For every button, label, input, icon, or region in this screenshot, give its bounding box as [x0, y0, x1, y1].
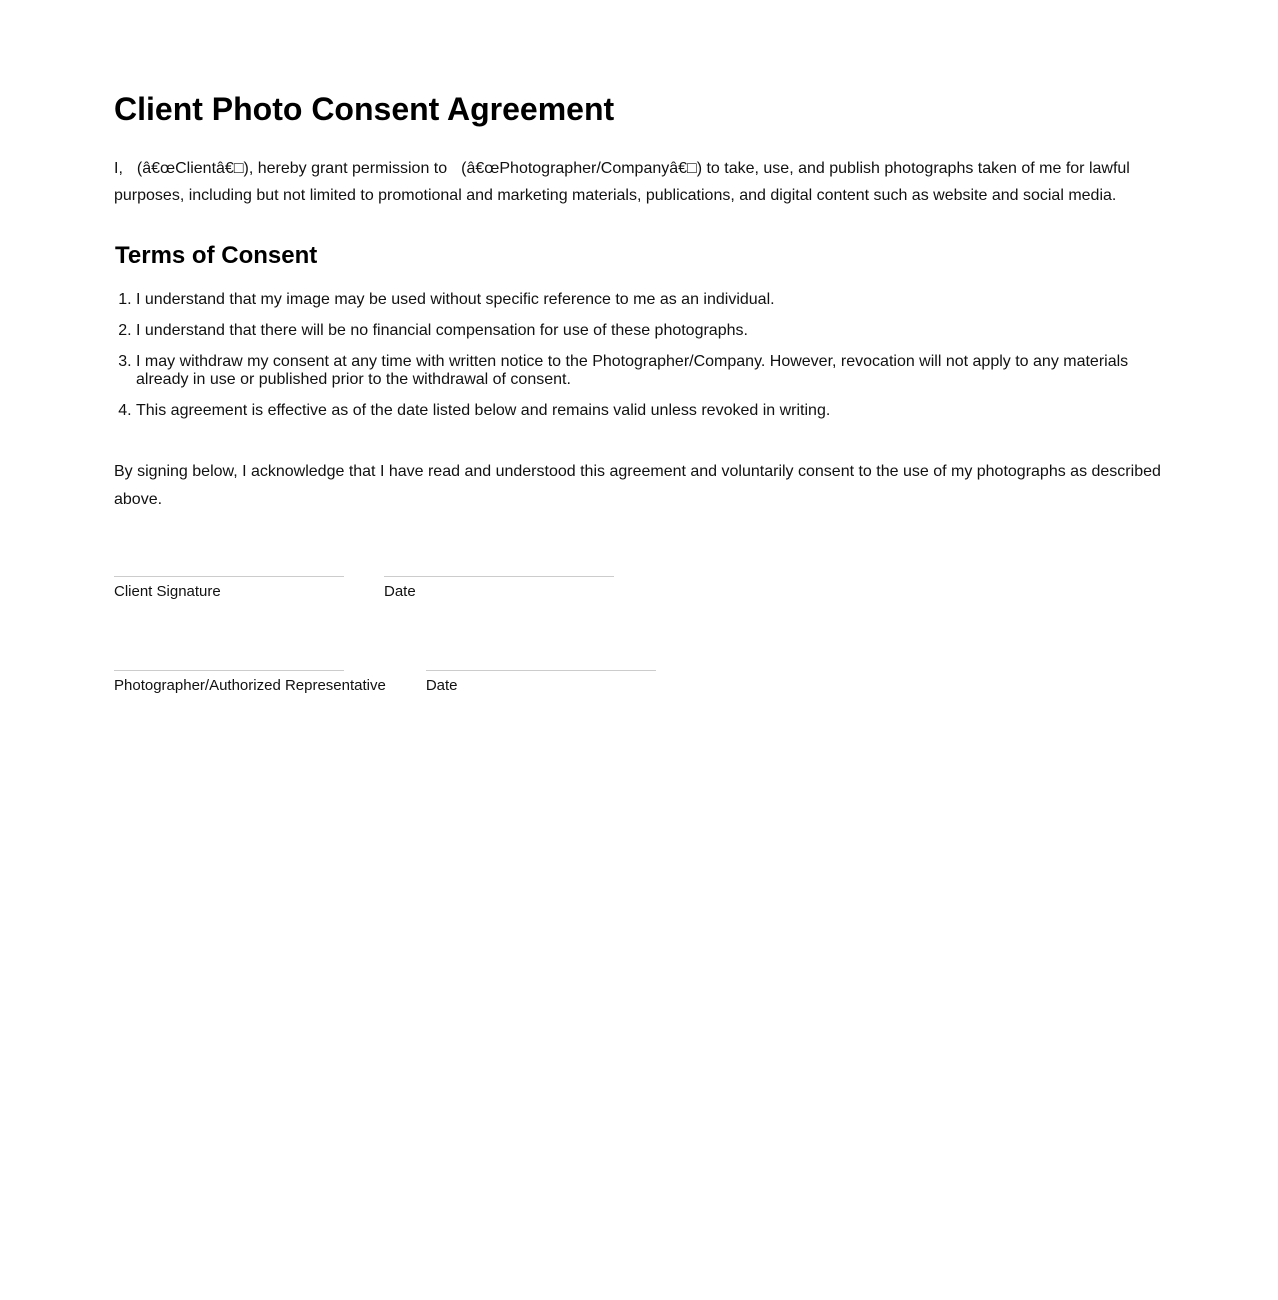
photographer-signature-line [114, 670, 344, 671]
intro-part-2: (â€œClientâ€□), hereby grant permission to [136, 160, 448, 177]
photographer-date-line [426, 670, 656, 671]
terms-heading: Terms of Consent [115, 242, 318, 269]
client-signature-field[interactable] [114, 576, 344, 601]
consent-document [0, 0, 1174, 695]
client-date-label: Date [384, 583, 416, 600]
photographer-signature-field[interactable] [114, 670, 386, 695]
photographer-signature-row [114, 670, 1174, 695]
term-item: 4. This agreement is effective as of the date listed below and remains valid unless revoked in writing. [136, 402, 1174, 420]
client-date-field[interactable] [384, 576, 614, 601]
intro-part-1: I, [114, 160, 123, 177]
photographer-date-field[interactable] [426, 670, 656, 695]
term-item: 1. I understand that my image may be used without specific reference to me as an individual. [136, 291, 1174, 309]
acknowledgment-paragraph: By signing below, I acknowledge that I have read and understood this agreement and voluntarily consent to the use of my photographs as described above. [114, 463, 1161, 508]
intro-part-3: (â€œPhotographer/Companyâ€□) to take, use, and publish photographs taken of me for lawful purposes, including but not limited to promotional and marketing materials, publications, and digital content such as website and social media. [114, 160, 1130, 204]
photographer-date-label: Date [425, 677, 458, 694]
intro-paragraph [114, 155, 1174, 209]
page-title: Client Photo Consent Agreement [114, 91, 615, 127]
client-signature-row [114, 576, 1174, 601]
term-item: 3. I may withdraw my consent at any time with written notice to the Photographer/Company. However, revocation will not apply to any materials already in use or published prior to the withdrawal of consent. [136, 353, 1174, 389]
term-item: 2. I understand that there will be no financial compensation for use of these photographs. [136, 322, 1174, 340]
terms-list [114, 291, 1174, 420]
client-signature-label: Client Signature [114, 583, 221, 600]
client-signature-line [114, 576, 344, 577]
client-date-line [384, 576, 614, 577]
photographer-signature-label: Photographer/Authorized Representative [114, 677, 386, 694]
